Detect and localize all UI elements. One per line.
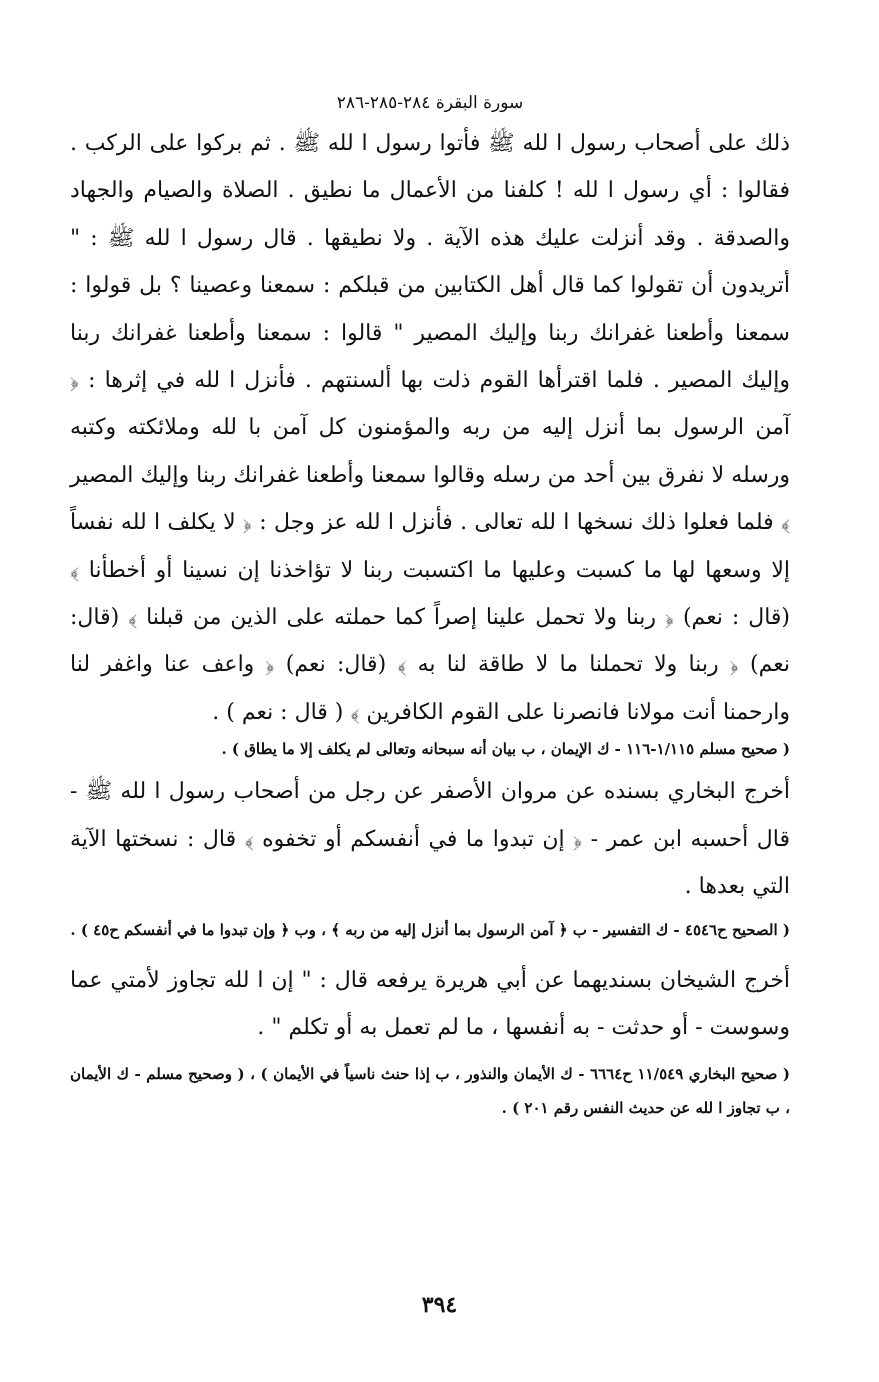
body-paragraph-3: أخرج الشيخان بسنديهما عن أبي هريرة يرفعه قال : " إن ا لله تجاوز لأمتي عما وسوست - أو حدثت - به أنفسها ، ما لم تعمل به أو تكلم " .: [70, 967, 790, 1040]
footnote-bukhari-muslim: ( صحيح البخاري ١١/٥٤٩ ح٦٦٦٤ - ك الأيمان والنذور ، ب إذا حنث ناسياً في الأيمان ) ، ( وصحيح مسلم - ك الأيمان ، ب تجاوز ا لله عن حديث النفس رقم ٢٠١ ) .: [70, 1065, 791, 1118]
body-paragraph-2: أخرج البخاري بسنده عن مروان الأصفر عن رجل من أصحاب رسول ا لله ﷺ - قال أحسبه ابن عمر - ﴿ إن تبدوا ما في أنفسكم أو تخفوه ﴾ قال : نسختها الآية التي بعدها .: [70, 779, 790, 900]
running-header: سورة البقرة ٢٨٤-٢٨٥-٢٨٦: [336, 93, 524, 113]
body-paragraph-1: ذلك على أصحاب رسول ا لله ﷺ فأتوا رسول ا لله ﷺ . ثم بركوا على الركب . فقالوا : أي رسول ا لله ! كلفنا من الأعمال ما نطيق . الصلاة والصيام والجهاد والصدقة . وقد أنزلت عليك هذه الآية . ولا نطيقها . قال رسول ا لله ﷺ : " أتريدون أن تقولوا كما قال أهل الكتابين من قبلكم : سمعنا وعصينا ؟ بل قولوا : سمعنا وأطعنا غفرانك ربنا وإليك المصير " قالوا : سمعنا وأطعنا غفرانك ربنا وإليك المصير . فلما اقترأها القوم ذلت بها ألسنتهم . فأنزل ا لله في إثرها : ﴿ آمن الرسول بما أنزل إليه من ربه والمؤمنون كل آمن با لله وملائكته وكتبه ورسله لا نفرق بين أحد من رسله وقالوا سمعنا وأطعنا غفرانك ربنا وإليك المصير ﴾ فلما فعلوا ذلك نسخها ا لله تعالى . فأنزل ا لله عز وجل : ﴿ لا يكلف ا لله نفساً إلا وسعها لها ما كسبت وعليها ما اكتسبت ربنا لا تؤاخذنا إن نسينا أو أخطأنا ﴾ (قال : نعم) ﴿ ربنا ولا تحمل علينا إصراً كما حملته على الذين من قبلنا ﴾ (قال: نعم) ﴿ ربنا ولا تحملنا ما لا طاقة لنا به ﴾ (قال: نعم) ﴿ واعف عنا واغفر لنا وارحمنا أنت مولانا فانصرنا على القوم الكافرين ﴾ ( قال : نعم ) .: [70, 131, 790, 725]
footnote-muslim: ( صحيح مسلم ١/١١٥-١١٦ - ك الإيمان ، ب بيان أنه سبحانه وتعالى لم يكلف إلا ما يطاق ) .: [221, 740, 790, 759]
page-number: ٣٩٤: [421, 1292, 458, 1318]
footnote-bukhari-tafsir: ( الصحيح ح٤٥٤٦ - ك التفسير - ب ﴿ آمن الرسول بما أنزل إليه من ربه ﴾ ، وب ﴿ وإن تبدوا ما في أنفسكم ح٤٥ ) .: [70, 920, 790, 939]
page-content: [70, 88, 790, 1125]
